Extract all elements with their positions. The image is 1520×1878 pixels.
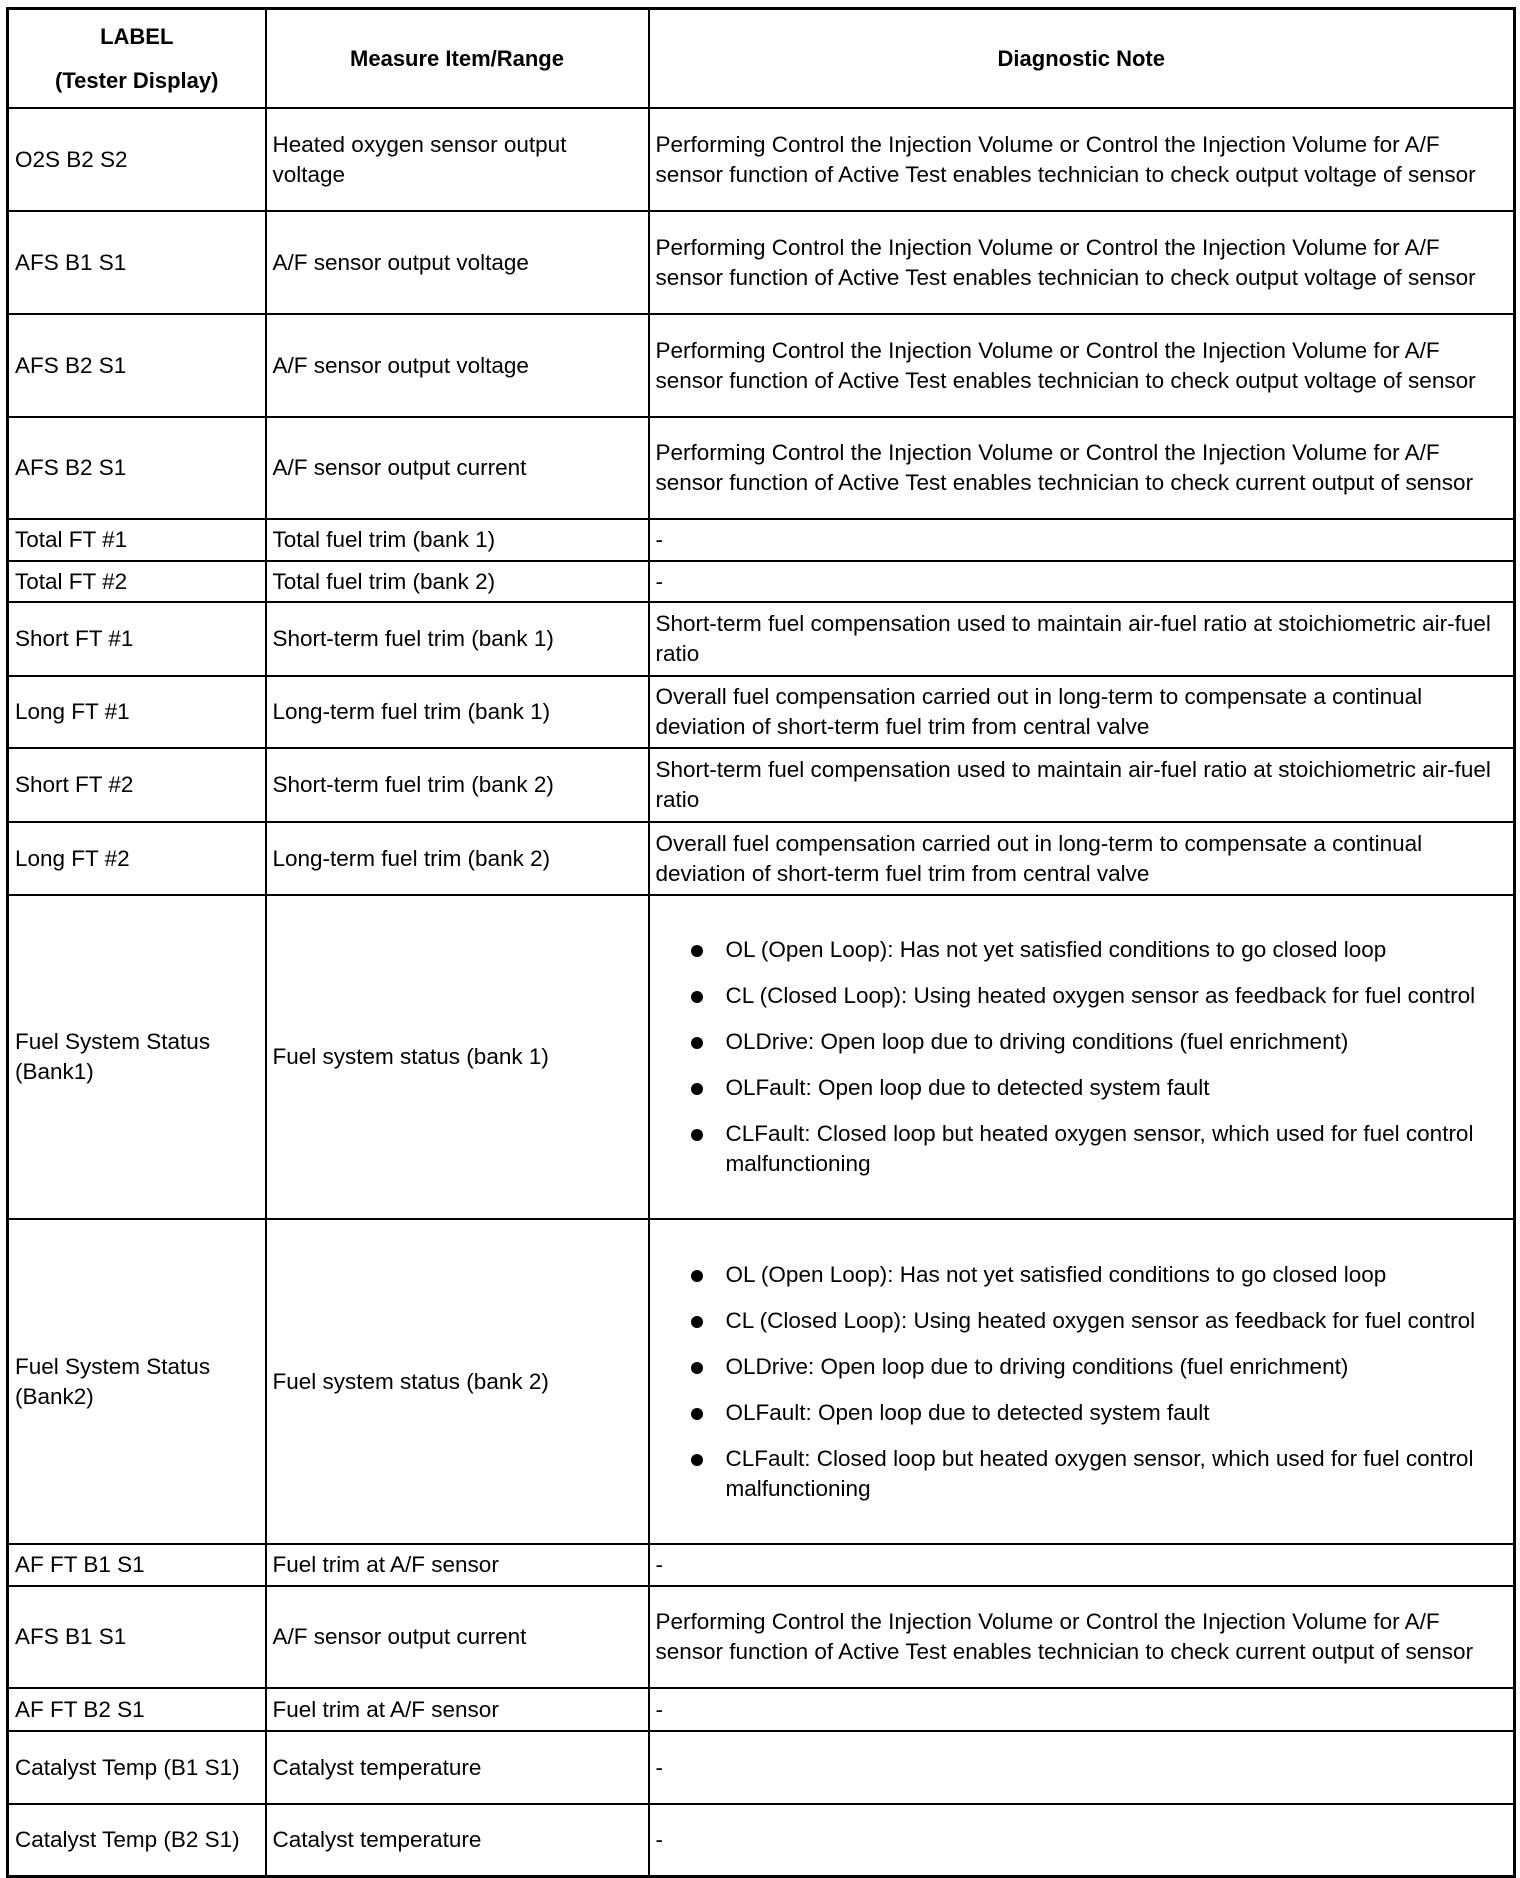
row-measure: Long-term fuel trim (bank 1) — [266, 676, 649, 748]
row-note: - — [649, 1688, 1515, 1731]
row-label: Catalyst Temp (B2 S1) — [8, 1804, 266, 1876]
row-measure: Fuel trim at A/F sensor — [266, 1544, 649, 1586]
table-header-row — [8, 9, 1515, 109]
status-bullet-item: CL (Closed Loop): Using heated oxygen sensor as feedback for fuel control — [706, 1306, 1508, 1336]
row-note: - — [649, 1731, 1515, 1804]
row-note: - — [649, 1544, 1515, 1586]
row-note: Performing Control the Injection Volume or Control the Injection Volume for A/F sensor function of Active Test enables technician to check output voltage of sensor — [649, 211, 1515, 314]
row-measure: Short-term fuel trim (bank 1) — [266, 602, 649, 676]
table-row — [8, 211, 1515, 314]
row-measure: Total fuel trim (bank 1) — [266, 519, 649, 561]
status-bullet-item: OLFault: Open loop due to detected system fault — [706, 1073, 1508, 1103]
table-row — [8, 314, 1515, 417]
row-measure: Catalyst temperature — [266, 1804, 649, 1876]
row-label: AFS B1 S1 — [8, 1586, 266, 1688]
row-note: Overall fuel compensation carried out in long-term to compensate a continual deviation of short-term fuel trim from central valve — [649, 676, 1515, 748]
table-row — [8, 822, 1515, 895]
table-row — [8, 895, 1515, 1219]
row-note: Performing Control the Injection Volume or Control the Injection Volume for A/F sensor function of Active Test enables technician to check output voltage of sensor — [649, 108, 1515, 211]
status-bullet-item: OL (Open Loop): Has not yet satisfied conditions to go closed loop — [706, 935, 1508, 965]
header-note: Diagnostic Note — [649, 9, 1515, 109]
row-label: Fuel System Status (Bank1) — [8, 895, 266, 1219]
row-measure: Heated oxygen sensor output voltage — [266, 108, 649, 211]
row-note: Performing Control the Injection Volume or Control the Injection Volume for A/F sensor function of Active Test enables technician to check current output of sensor — [649, 1586, 1515, 1688]
table-row — [8, 417, 1515, 519]
row-measure: A/F sensor output current — [266, 417, 649, 519]
row-label: AFS B2 S1 — [8, 417, 266, 519]
row-label: Total FT #1 — [8, 519, 266, 561]
row-measure: A/F sensor output current — [266, 1586, 649, 1688]
row-measure: A/F sensor output voltage — [266, 211, 649, 314]
row-label: AFS B2 S1 — [8, 314, 266, 417]
row-label: Long FT #1 — [8, 676, 266, 748]
row-label: Fuel System Status (Bank2) — [8, 1219, 266, 1544]
row-label: Catalyst Temp (B1 S1) — [8, 1731, 266, 1804]
row-measure: Catalyst temperature — [266, 1731, 649, 1804]
status-bullet-list — [656, 1260, 1508, 1504]
row-measure: Short-term fuel trim (bank 2) — [266, 748, 649, 822]
row-note: Performing Control the Injection Volume or Control the Injection Volume for A/F sensor function of Active Test enables technician to check current output of sensor — [649, 417, 1515, 519]
row-label: O2S B2 S2 — [8, 108, 266, 211]
header-label — [8, 9, 266, 109]
row-measure: Long-term fuel trim (bank 2) — [266, 822, 649, 895]
status-bullet-item: CL (Closed Loop): Using heated oxygen sensor as feedback for fuel control — [706, 981, 1508, 1011]
status-bullet-item: OL (Open Loop): Has not yet satisfied conditions to go closed loop — [706, 1260, 1508, 1290]
table-row — [8, 561, 1515, 602]
row-note: Performing Control the Injection Volume or Control the Injection Volume for A/F sensor function of Active Test enables technician to check output voltage of sensor — [649, 314, 1515, 417]
table-row — [8, 602, 1515, 676]
data-list-table — [6, 7, 1516, 1878]
status-bullet-item: OLFault: Open loop due to detected system fault — [706, 1398, 1508, 1428]
row-note: Short-term fuel compensation used to maintain air-fuel ratio at stoichiometric air-fuel ratio — [649, 748, 1515, 822]
header-measure: Measure Item/Range — [266, 9, 649, 109]
table-row — [8, 1219, 1515, 1544]
table-row — [8, 108, 1515, 211]
table-row — [8, 1586, 1515, 1688]
row-measure: Fuel system status (bank 1) — [266, 895, 649, 1219]
row-label: Short FT #2 — [8, 748, 266, 822]
row-measure: A/F sensor output voltage — [266, 314, 649, 417]
status-bullet-item: CLFault: Closed loop but heated oxygen sensor, which used for fuel control malfunctioning — [706, 1119, 1508, 1179]
row-label: AF FT B1 S1 — [8, 1544, 266, 1586]
row-measure: Total fuel trim (bank 2) — [266, 561, 649, 602]
row-label: AF FT B2 S1 — [8, 1688, 266, 1731]
row-label: AFS B1 S1 — [8, 211, 266, 314]
status-bullet-item: OLDrive: Open loop due to driving conditions (fuel enrichment) — [706, 1352, 1508, 1382]
status-bullet-list — [656, 935, 1508, 1179]
row-note — [649, 895, 1515, 1219]
table-row — [8, 748, 1515, 822]
table-row — [8, 1731, 1515, 1804]
table-row — [8, 1688, 1515, 1731]
table-row — [8, 1804, 1515, 1876]
status-bullet-item: CLFault: Closed loop but heated oxygen sensor, which used for fuel control malfunctioning — [706, 1444, 1508, 1504]
row-label: Total FT #2 — [8, 561, 266, 602]
table-row — [8, 676, 1515, 748]
row-note — [649, 1219, 1515, 1544]
status-bullet-item: OLDrive: Open loop due to driving conditions (fuel enrichment) — [706, 1027, 1508, 1057]
row-note: Short-term fuel compensation used to maintain air-fuel ratio at stoichiometric air-fuel ratio — [649, 602, 1515, 676]
row-note: - — [649, 561, 1515, 602]
row-measure: Fuel trim at A/F sensor — [266, 1688, 649, 1731]
row-note: Overall fuel compensation carried out in long-term to compensate a continual deviation of short-term fuel trim from central valve — [649, 822, 1515, 895]
row-label: Long FT #2 — [8, 822, 266, 895]
table-row — [8, 519, 1515, 561]
header-label-line1: LABEL — [100, 23, 174, 49]
table-row — [8, 1544, 1515, 1586]
row-note: - — [649, 519, 1515, 561]
row-label: Short FT #1 — [8, 602, 266, 676]
row-measure: Fuel system status (bank 2) — [266, 1219, 649, 1544]
header-label-line2: (Tester Display) — [55, 67, 219, 93]
row-note: - — [649, 1804, 1515, 1876]
